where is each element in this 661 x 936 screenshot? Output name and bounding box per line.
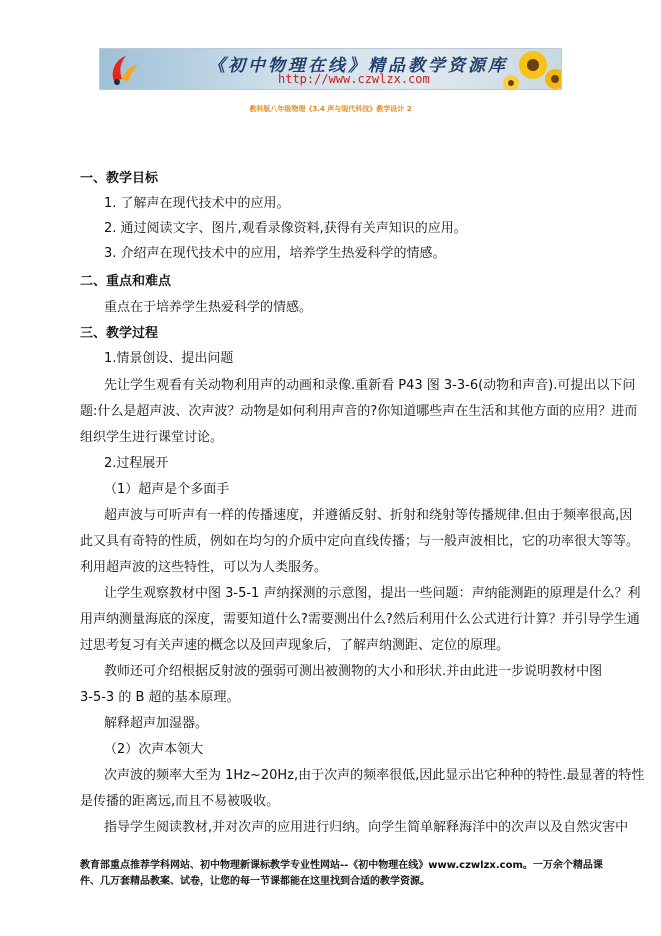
section-heading: 一、教学目标 [80,171,159,186]
list-item: 3. 介绍声在现代技术中的应用，培养学生热爱科学的情感。 [104,246,446,261]
subheading: 2.过程展开 [104,456,169,471]
banner-url[interactable]: http://www.czwlzx.com [278,72,430,86]
site-banner [99,48,562,90]
paragraph-line: 用声纳测量海底的深度，需要知道什么?需要测出什么?然后利用什么公式进行计算？并引导学生通 [80,612,640,627]
subheading: （1）超声是个多面手 [104,482,230,497]
document-title: 教科版八年级物理《3.4 声与现代科技》教学设计 2 [249,105,412,113]
paragraph-line: 让学生观察教材中图 3-5-1 声纳探测的示意图，提出一些问题：声纳能测距的原理是什么？利 [104,586,641,601]
list-item: 1. 了解声在现代技术中的应用。 [104,196,290,211]
footer-line: 教育部重点推荐学科网站、初中物理新课标教学专业性网站--《初中物理在线》www.czwlzx.com。一万余个精品课 [80,860,603,871]
paragraph-line: 指导学生阅读教材,并对次声的应用进行归纳。向学生简单解释海洋中的次声以及自然灾害中 [104,820,629,835]
paragraph-line: 次声波的频率大至为 1Hz~20Hz,由于次声的频率很低,因此显示出它种种的特性.最显著的特性 [104,768,645,783]
sunflower-icon [481,49,561,89]
paragraph-line: 解释超声加湿器。 [104,716,209,731]
paragraph-line: 重点在于培养学生热爱科学的情感。 [104,300,313,315]
paragraph-line: 先让学生观看有关动物利用声的动画和录像.重新看 P43 图 3-3-6(动物和声音).可提出以下问 [104,378,636,393]
paragraph-line: 题:什么是超声波、次声波？动物是如何利用声音的?你知道哪些声在生活和其他方面的应用？进而 [80,404,638,419]
subheading: 1.情景创设、提出问题 [104,351,234,366]
footer-line: 件、几万套精品教案、试卷，让您的每一节课都能在这里找到合适的教学资源。 [80,876,430,887]
section-heading: 二、重点和难点 [80,274,172,289]
list-item: 2. 通过阅读文字、图片,观看录像资料,获得有关声知识的应用。 [104,221,467,236]
paragraph-line: 利用超声波的这些特性，可以为人类服务。 [80,560,328,575]
paragraph-line: 超声波与可听声有一样的传播速度，并遵循反射、折射和绕射等传播规律.但由于频率很高,因 [104,508,633,523]
paragraph-line: 此又具有奇特的性质，例如在均匀的介质中定向直线传播；与一般声波相比，它的功率很大等等。 [80,534,640,549]
subheading: （2）次声本领大 [104,742,204,757]
banner-title: 《初中物理在线》精品教学资源库 [208,56,508,76]
paragraph-line: 教师还可介绍根据反射波的强弱可测出被测物的大小和形状.并由此进一步说明教材中图 [104,664,603,679]
section-heading: 三、教学过程 [80,326,159,341]
site-logo-icon [106,51,142,87]
paragraph-line: 过思考复习有关声速的概念以及回声现象后，了解声纳测距、定位的原理。 [80,638,510,653]
paragraph-line: 是传播的距离远,而且不易被吸收。 [80,794,280,809]
paragraph-line: 组织学生进行课堂讨论。 [80,430,224,445]
paragraph-line: 3-5-3 的 B 超的基本原理。 [80,690,240,705]
